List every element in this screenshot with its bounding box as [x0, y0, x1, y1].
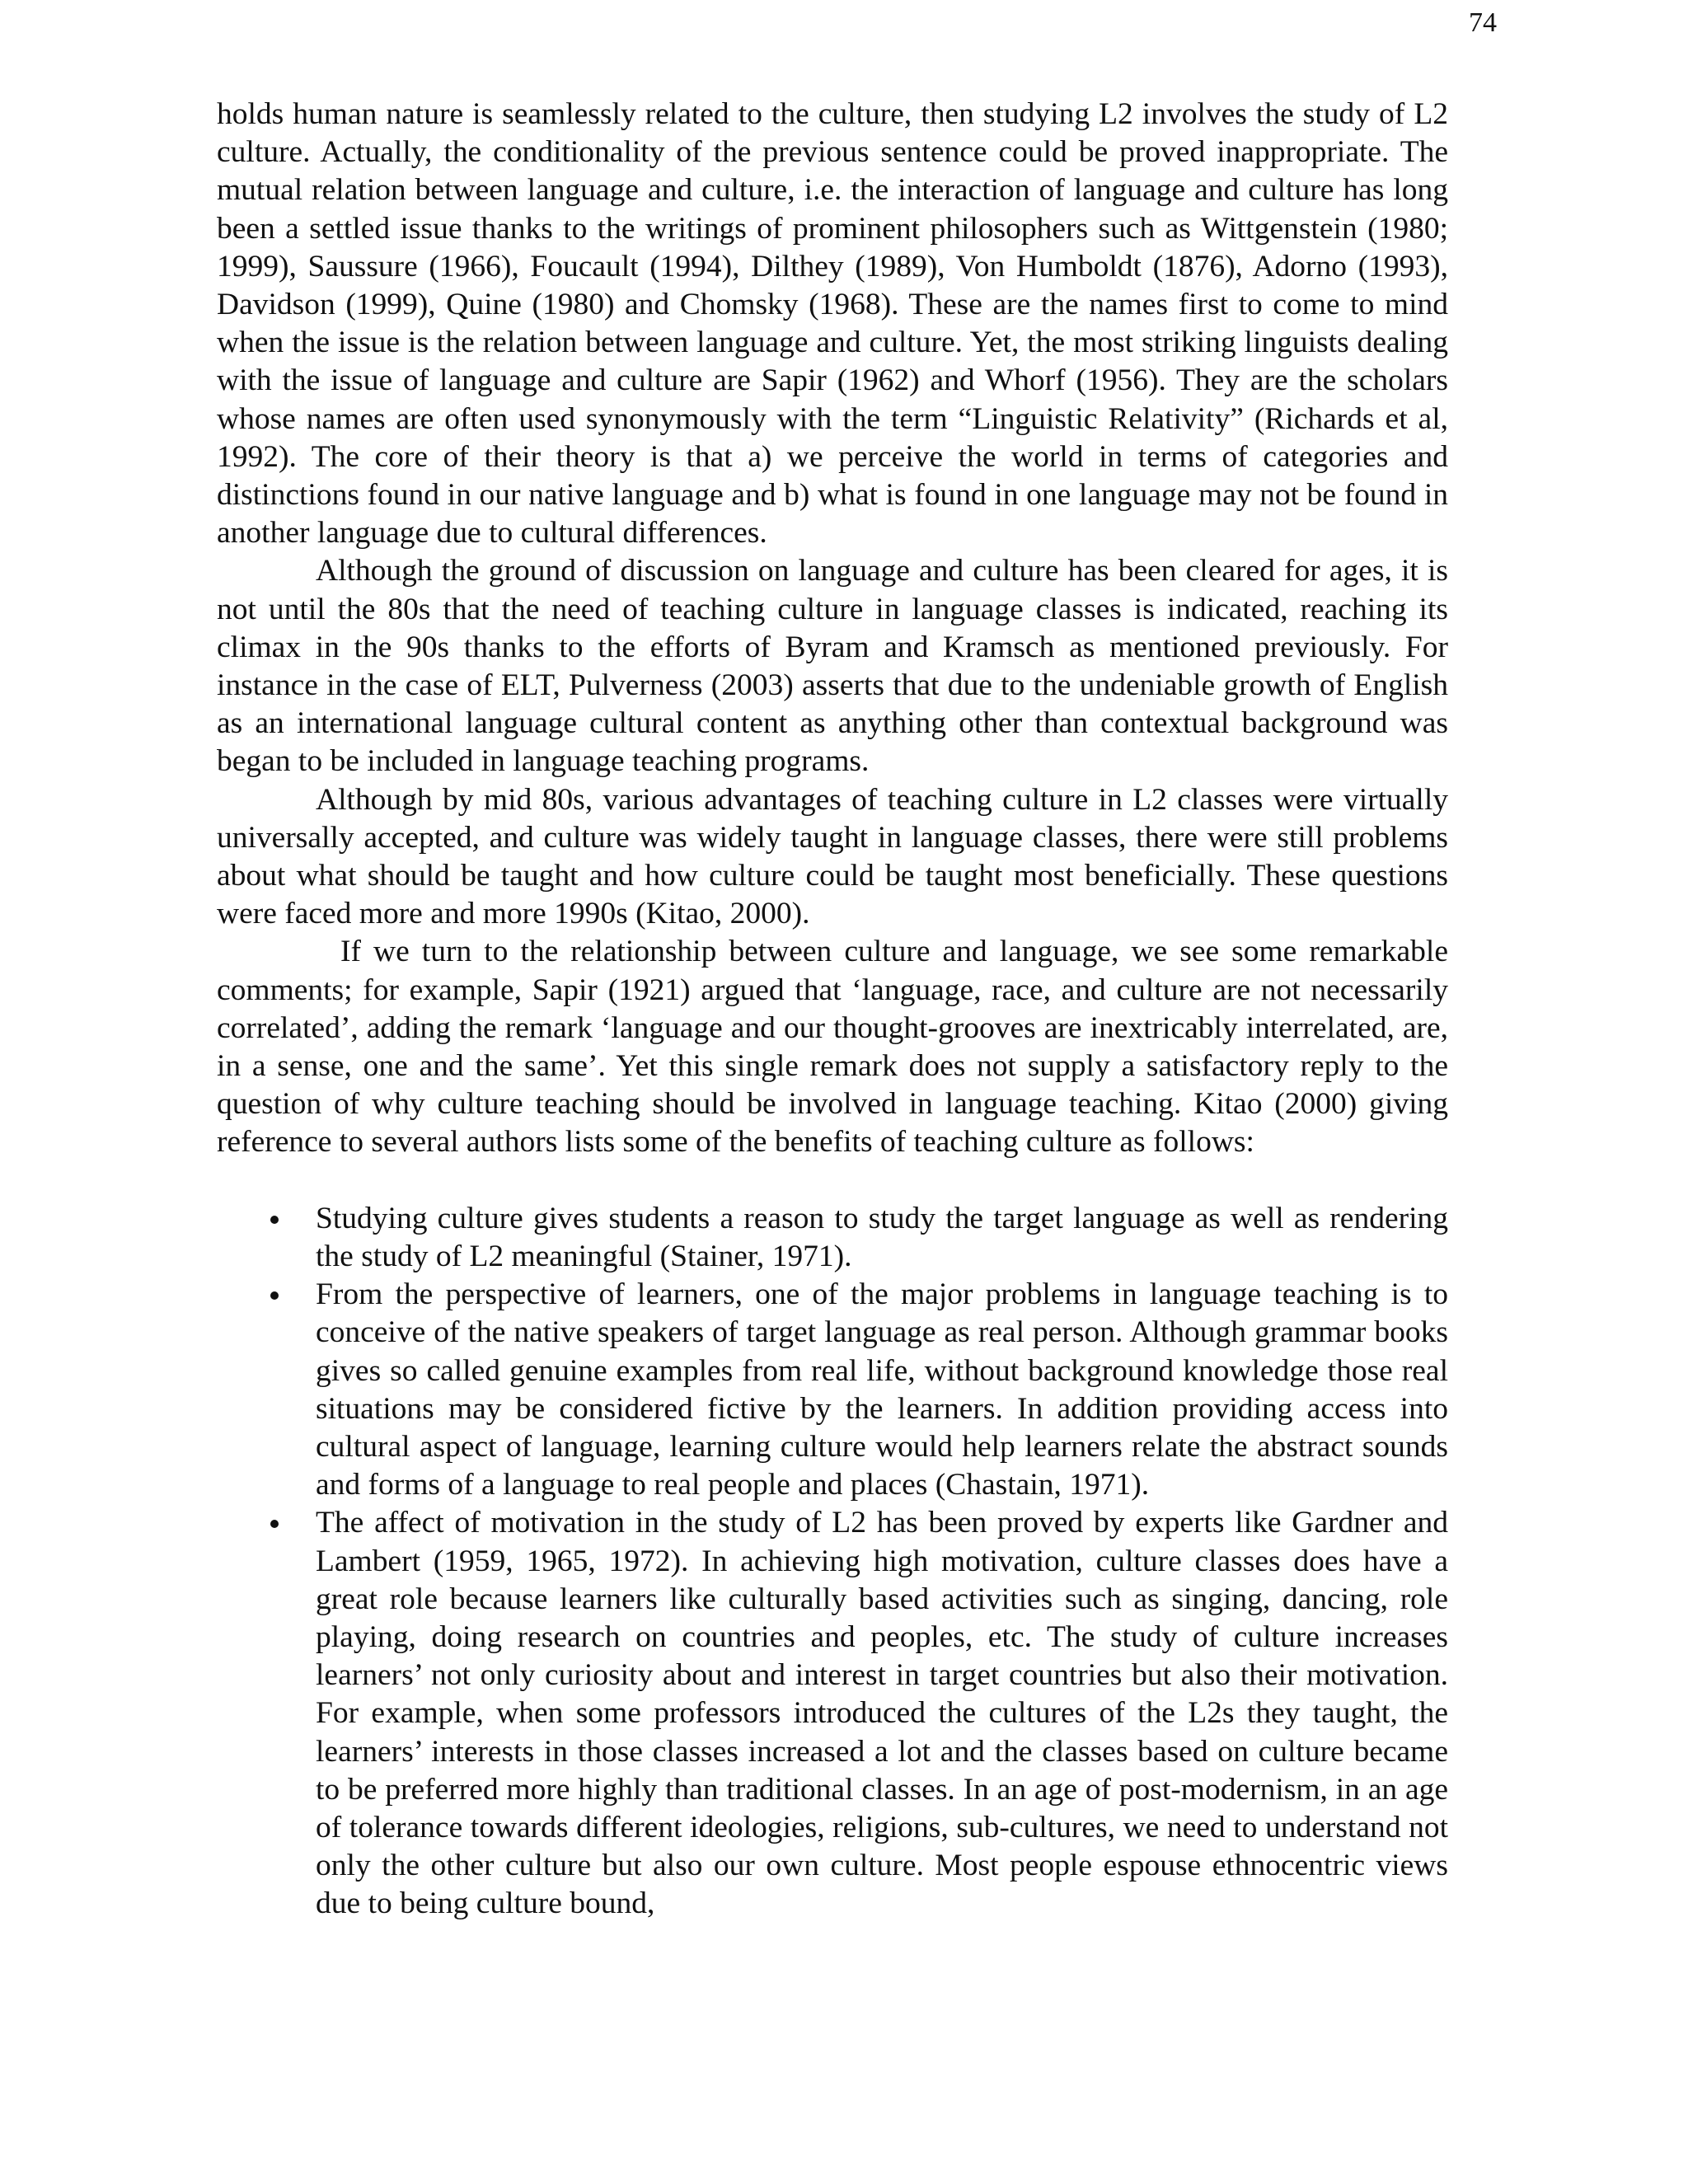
- list-item: [217, 1200, 1448, 1276]
- bullet-icon: [270, 1216, 279, 1224]
- list-item: [217, 1276, 1448, 1504]
- list-item-text: Studying culture gives students a reason to study the target language as well as rendering the study of L2 meaningful (Stainer, 1971).: [316, 1201, 1448, 1273]
- paragraph-culture-language-relationship: If we turn to the relationship between culture and language, we see some remarkable comments; for example, Sapir (1921) argued that ‘language, race, and culture are not necessarily correlated’, adding the remark ‘language and our thought-grooves are inextricably interrelated, are, in a sense, one and the same’. Yet this single remark does not supply a satisfactory reply to the question of why culture teaching should be involved in language teaching. Kitao (2000) giving reference to several authors lists some of the benefits of teaching culture as follows:: [217, 935, 1448, 1160]
- benefits-list: [217, 1200, 1448, 1924]
- bullet-icon: [270, 1520, 279, 1528]
- paragraph-mid-80s: Although by mid 80s, various advantages of teaching culture in L2 classes were virtually universally accepted, and culture was widely taught in language classes, there were still problems about what should be taught and how culture could be taught most beneficially. These questions were faced more and more 1990s (Kitao, 2000).: [217, 782, 1448, 931]
- list-item-text: The affect of motivation in the study of L2 has been proved by experts like Gardner and Lambert (1959, 1965, 1972). In achieving high motivation, culture classes does have a great role because learners like culturally based activities such as singing, dancing, role playing, doing research on countries and peoples, etc. The study of culture increases learners’ not only curiosity about and interest in target countries but also their motivation. For example, when some professors introduced the cultures of the L2s they taught, the learners’ interests in those classes increased a lot and the classes based on culture became to be preferred more highly than traditional classes. In an age of post-modernism, in an age of tolerance towards different ideologies, religions, sub-cultures, we need to understand not only the other culture but also our own culture. Most people espouse ethnocentric views due to being culture bound,: [316, 1506, 1448, 1921]
- list-item-text: From the perspective of learners, one of the major problems in language teaching is to conceive of the native speakers of target language as real person. Although grammar books gives so called genuine examples from real life, without background knowledge those real situations may be considered fictive by the learners. In addition providing access into cultural aspect of language, learning culture would help learners relate the abstract sounds and forms of a language to real people and places (Chastain, 1971).: [316, 1277, 1448, 1502]
- list-item: [217, 1504, 1448, 1923]
- page-number: 74: [1469, 7, 1497, 38]
- paragraph-continuation: holds human nature is seamlessly related to the culture, then studying L2 involves the study of L2 culture. Actually, the conditionality of the previous sentence could be proved inappropriate. The mutual relation between language and culture, i.e. the interaction of language and culture has long been a settled issue thanks to the writings of prominent philosophers such as Wittgenstein (1980; 1999), Saussure (1966), Foucault (1994), Dilthey (1989), Von Humboldt (1876), Adorno (1993), Davidson (1999), Quine (1980) and Chomsky (1968). These are the names first to come to mind when the issue is the relation between language and culture. Yet, the most striking linguists dealing with the issue of language and culture are Sapir (1962) and Whorf (1956). They are the scholars whose names are often used synonymously with the term “Linguistic Relativity” (Richards et al, 1992). The core of their theory is that a) we perceive the world in terms of categories and distinctions found in our native language and b) what is found in one language may not be found in another language due to cultural differences.: [217, 97, 1448, 551]
- paragraph-culture-teaching-history: Although the ground of discussion on language and culture has been cleared for ages, it is not until the 80s that the need of teaching culture in language classes is indicated, reaching its climax in the 90s thanks to the efforts of Byram and Kramsch as mentioned previously. For instance in the case of ELT, Pulverness (2003) asserts that due to the undeniable growth of English as an international language cultural content as anything other than contextual background was began to be included in language teaching programs.: [217, 554, 1448, 779]
- bullet-icon: [270, 1291, 279, 1300]
- body-text: [217, 96, 1448, 1924]
